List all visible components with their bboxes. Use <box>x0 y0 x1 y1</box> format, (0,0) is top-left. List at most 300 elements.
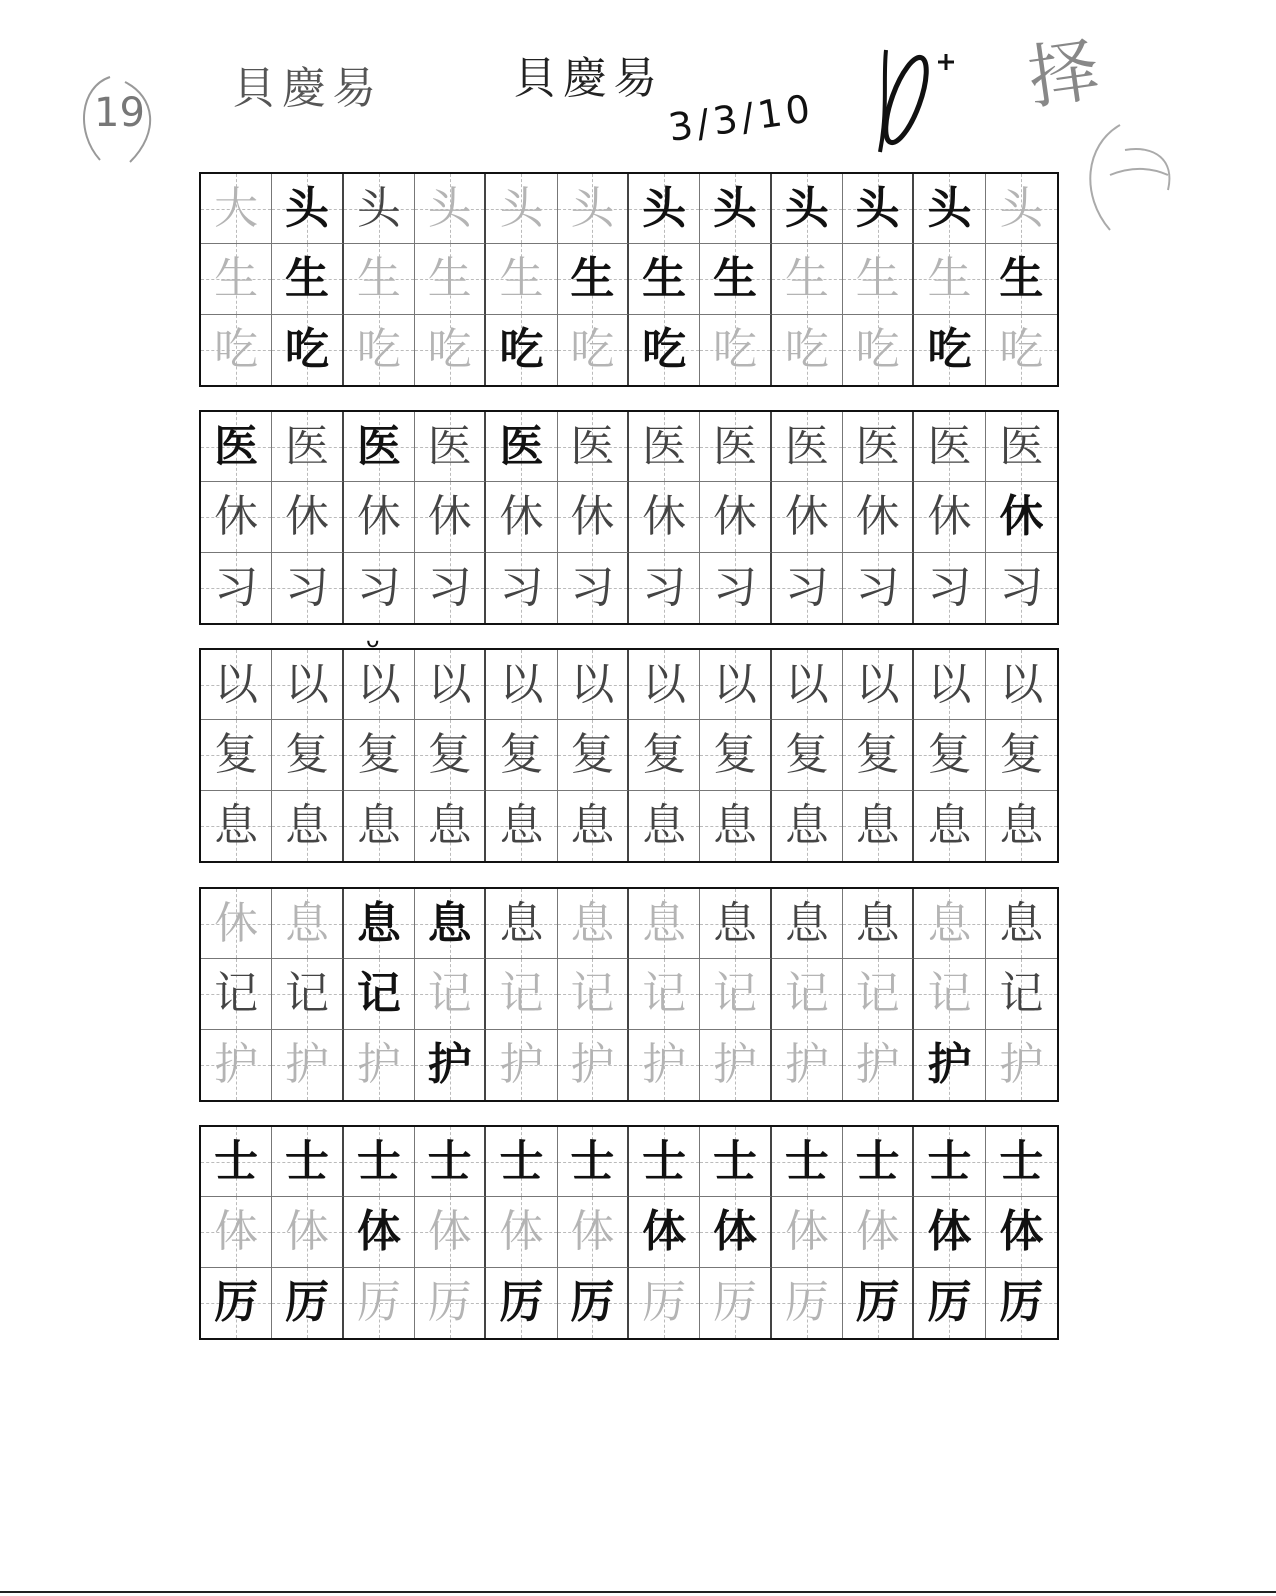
student-name-pen: 貝慶易 <box>513 53 663 104</box>
grid-cell <box>772 412 843 482</box>
grid-cell <box>201 244 272 314</box>
grid-cell <box>914 1127 985 1197</box>
grid-cell <box>344 1127 415 1197</box>
grid-cell <box>843 791 914 861</box>
grid-cell <box>914 1197 985 1267</box>
practice-character: 护 <box>999 1038 1044 1090</box>
practice-character: 休 <box>570 490 615 542</box>
practice-character: 以 <box>570 658 615 710</box>
grid-cell <box>486 412 557 482</box>
practice-character: 以 <box>999 658 1044 710</box>
grid-cell <box>772 791 843 861</box>
grid-cell <box>914 650 985 720</box>
grid-cell <box>272 412 343 482</box>
grid-cell <box>272 1197 343 1267</box>
grid-cell <box>415 1268 486 1338</box>
grid-cell <box>986 1030 1057 1100</box>
grid-cell <box>914 720 985 790</box>
practice-character: 士 <box>927 1135 972 1187</box>
grid-cell <box>986 959 1057 1029</box>
grid-cell <box>201 553 272 623</box>
practice-character: 息 <box>784 897 829 949</box>
practice-character: 息 <box>427 799 472 851</box>
grid-cell <box>914 412 985 482</box>
grid-cell <box>415 1197 486 1267</box>
grid-cell <box>272 959 343 1029</box>
practice-character: 护 <box>712 1038 757 1090</box>
grid-cell <box>344 1197 415 1267</box>
practice-character: 护 <box>855 1038 900 1090</box>
practice-character: 头 <box>927 182 972 234</box>
grid-cell <box>772 174 843 244</box>
grid-cell <box>415 1030 486 1100</box>
practice-character: 护 <box>499 1038 544 1090</box>
practice-character: 生 <box>784 252 829 304</box>
grid-cell <box>344 1030 415 1100</box>
grid-cell <box>201 174 272 244</box>
practice-character: 医 <box>427 420 472 472</box>
grid-cell <box>344 650 415 720</box>
grid-cell <box>700 1197 771 1267</box>
grid-cell <box>558 720 629 790</box>
practice-character: 厉 <box>499 1276 544 1328</box>
grid-cell <box>843 1268 914 1338</box>
grid-cell <box>272 1127 343 1197</box>
grid-cell <box>486 1030 557 1100</box>
grid-cell <box>201 1127 272 1197</box>
practice-character: 头 <box>356 182 401 234</box>
practice-character: 吃 <box>284 323 329 375</box>
practice-block-2 <box>199 410 1059 625</box>
grid-cell <box>986 315 1057 385</box>
practice-character: 以 <box>642 658 687 710</box>
grid-cell <box>700 720 771 790</box>
practice-character: 头 <box>855 182 900 234</box>
practice-character: 体 <box>427 1205 472 1257</box>
practice-character: 记 <box>214 967 259 1019</box>
practice-block-1 <box>199 172 1059 387</box>
practice-character: 生 <box>499 252 544 304</box>
grid-cell <box>272 791 343 861</box>
grid-cell <box>272 553 343 623</box>
grid-cell <box>486 482 557 552</box>
grid-cell <box>843 315 914 385</box>
corner-scribble <box>1080 105 1180 235</box>
grid-cell <box>843 1127 914 1197</box>
practice-character: 以 <box>427 658 472 710</box>
practice-character: 息 <box>927 897 972 949</box>
practice-block-4 <box>199 887 1059 1102</box>
grid-cell <box>700 482 771 552</box>
grid-cell <box>986 720 1057 790</box>
margin-number-circle <box>70 72 165 167</box>
practice-character: 休 <box>927 490 972 542</box>
practice-character: 以 <box>784 658 829 710</box>
practice-character: 护 <box>570 1038 615 1090</box>
practice-character: 厉 <box>855 1276 900 1328</box>
practice-character: 息 <box>284 799 329 851</box>
practice-character: 习 <box>356 561 401 613</box>
practice-character: 息 <box>712 799 757 851</box>
grid-cell <box>201 412 272 482</box>
practice-character: 厉 <box>927 1276 972 1328</box>
grid-cell <box>629 1268 700 1338</box>
grid-cell <box>201 959 272 1029</box>
practice-character: 体 <box>784 1205 829 1257</box>
grid-cell <box>772 1268 843 1338</box>
practice-character: 生 <box>570 252 615 304</box>
practice-character: 复 <box>427 728 472 780</box>
grid-cell <box>843 553 914 623</box>
grid-cell <box>558 553 629 623</box>
practice-character: 复 <box>570 728 615 780</box>
grid-cell <box>772 1127 843 1197</box>
practice-character: 吃 <box>927 323 972 375</box>
grid-cell <box>772 482 843 552</box>
practice-character: 休 <box>999 490 1044 542</box>
grid-cell <box>201 889 272 959</box>
practice-character: 休 <box>642 490 687 542</box>
grid-cell <box>558 959 629 1029</box>
practice-character: 生 <box>427 252 472 304</box>
grid-cell <box>344 720 415 790</box>
practice-character: 吃 <box>712 323 757 375</box>
practice-character: 息 <box>712 897 757 949</box>
grid-cell <box>486 1268 557 1338</box>
practice-character: 生 <box>855 252 900 304</box>
grid-cell <box>558 244 629 314</box>
student-name-pencil: 貝慶易 <box>232 63 382 114</box>
practice-character: 记 <box>427 967 472 1019</box>
practice-character: 生 <box>712 252 757 304</box>
grid-cell <box>914 553 985 623</box>
practice-character: 吃 <box>356 323 401 375</box>
grid-cell <box>914 244 985 314</box>
grid-cell <box>986 244 1057 314</box>
practice-character: 息 <box>570 799 615 851</box>
grid-cell <box>629 650 700 720</box>
practice-character: 士 <box>712 1135 757 1187</box>
grid-cell <box>986 174 1057 244</box>
grid-cell <box>344 244 415 314</box>
practice-character: 医 <box>712 420 757 472</box>
practice-character: 息 <box>855 897 900 949</box>
grade-mark <box>868 40 978 160</box>
practice-character: 厉 <box>784 1276 829 1328</box>
practice-character: 体 <box>999 1205 1044 1257</box>
practice-character: 记 <box>499 967 544 1019</box>
grid-cell <box>700 1268 771 1338</box>
grid-cell <box>629 482 700 552</box>
practice-character: 复 <box>284 728 329 780</box>
grid-cell <box>700 174 771 244</box>
grid-cell <box>558 482 629 552</box>
practice-character: 医 <box>855 420 900 472</box>
grid-cell <box>201 315 272 385</box>
grid-cell <box>558 1268 629 1338</box>
grid-cell <box>772 1197 843 1267</box>
grid-cell <box>772 1030 843 1100</box>
practice-character: 护 <box>214 1038 259 1090</box>
practice-character: 士 <box>570 1135 615 1187</box>
practice-character: 士 <box>427 1135 472 1187</box>
practice-character: 士 <box>784 1135 829 1187</box>
practice-character: 息 <box>356 897 401 949</box>
grid-cell <box>201 1268 272 1338</box>
grid-cell <box>986 650 1057 720</box>
practice-character: 护 <box>427 1038 472 1090</box>
practice-character: 士 <box>499 1135 544 1187</box>
practice-character: 生 <box>284 252 329 304</box>
grid-cell <box>772 244 843 314</box>
practice-character: 头 <box>427 182 472 234</box>
corner-character-mark: 择 <box>1023 28 1105 120</box>
practice-character: 记 <box>999 967 1044 1019</box>
practice-character: 以 <box>356 658 401 710</box>
practice-character: 医 <box>570 420 615 472</box>
grid-cell <box>201 791 272 861</box>
practice-character: 吃 <box>855 323 900 375</box>
practice-character: 休 <box>855 490 900 542</box>
practice-character: 头 <box>570 182 615 234</box>
practice-character: 息 <box>427 897 472 949</box>
grid-cell <box>772 720 843 790</box>
grid-cell <box>629 315 700 385</box>
grid-cell <box>986 791 1057 861</box>
grid-cell <box>843 720 914 790</box>
practice-character: 医 <box>284 420 329 472</box>
grid-cell <box>629 412 700 482</box>
grid-cell <box>986 889 1057 959</box>
grid-cell <box>558 791 629 861</box>
grid-cell <box>558 650 629 720</box>
grid-cell <box>843 889 914 959</box>
practice-character: 医 <box>927 420 972 472</box>
grid-cell <box>700 889 771 959</box>
grid-cell <box>558 1127 629 1197</box>
grid-cell <box>344 959 415 1029</box>
grid-cell <box>700 650 771 720</box>
practice-character: 以 <box>855 658 900 710</box>
practice-character: 休 <box>356 490 401 542</box>
practice-character: 头 <box>499 182 544 234</box>
grid-cell <box>415 720 486 790</box>
practice-character: 生 <box>642 252 687 304</box>
practice-character: 习 <box>214 561 259 613</box>
grid-cell <box>772 959 843 1029</box>
practice-character: 吃 <box>999 323 1044 375</box>
grid-cell <box>986 1268 1057 1338</box>
practice-character: 记 <box>855 967 900 1019</box>
practice-character: 习 <box>784 561 829 613</box>
grid-cell <box>415 959 486 1029</box>
grid-cell <box>201 1197 272 1267</box>
practice-character: 体 <box>927 1205 972 1257</box>
grid-cell <box>558 1197 629 1267</box>
grid-cell <box>486 553 557 623</box>
practice-character: 以 <box>927 658 972 710</box>
grid-cell <box>272 482 343 552</box>
grid-cell <box>914 791 985 861</box>
practice-character: 息 <box>499 799 544 851</box>
date-text: 3/3/10 <box>665 86 817 150</box>
practice-character: 头 <box>642 182 687 234</box>
grid-cell <box>486 315 557 385</box>
grid-cell <box>843 650 914 720</box>
practice-character: 记 <box>284 967 329 1019</box>
grid-cell <box>772 889 843 959</box>
grid-cell <box>629 889 700 959</box>
practice-character: 头 <box>784 182 829 234</box>
grid-cell <box>344 553 415 623</box>
practice-character: 吃 <box>427 323 472 375</box>
practice-character: 生 <box>999 252 1044 304</box>
margin-number-text: 19 <box>94 90 145 136</box>
grid-cell <box>558 315 629 385</box>
practice-character: 习 <box>927 561 972 613</box>
grid-cell <box>843 1030 914 1100</box>
grid-cell <box>843 482 914 552</box>
grid-cell <box>415 1127 486 1197</box>
grid-cell <box>629 174 700 244</box>
grid-cell <box>486 720 557 790</box>
practice-character: 医 <box>642 420 687 472</box>
grid-cell <box>914 482 985 552</box>
grid-cell <box>415 244 486 314</box>
grid-cell <box>629 1030 700 1100</box>
practice-character: 复 <box>712 728 757 780</box>
practice-character: 息 <box>214 799 259 851</box>
practice-character: 休 <box>214 897 259 949</box>
practice-character: 头 <box>999 182 1044 234</box>
grid-cell <box>772 315 843 385</box>
grid-cell <box>629 959 700 1029</box>
practice-character: 护 <box>284 1038 329 1090</box>
grid-cell <box>914 959 985 1029</box>
grid-cell <box>843 174 914 244</box>
practice-character: 以 <box>499 658 544 710</box>
grid-cell <box>486 244 557 314</box>
practice-character: 息 <box>570 897 615 949</box>
practice-character: 医 <box>784 420 829 472</box>
grid-cell <box>914 174 985 244</box>
practice-character: 复 <box>927 728 972 780</box>
practice-character: 习 <box>570 561 615 613</box>
grid-cell <box>415 889 486 959</box>
practice-character: 复 <box>356 728 401 780</box>
grid-cell <box>558 1030 629 1100</box>
grid-cell <box>629 791 700 861</box>
practice-character: 息 <box>499 897 544 949</box>
practice-character: 体 <box>570 1205 615 1257</box>
grid-cell <box>558 412 629 482</box>
grid-cell <box>986 1197 1057 1267</box>
practice-character: 厉 <box>642 1276 687 1328</box>
practice-character: 医 <box>356 420 401 472</box>
practice-character: 体 <box>642 1205 687 1257</box>
practice-character: 生 <box>927 252 972 304</box>
grid-cell <box>201 482 272 552</box>
practice-character: 习 <box>427 561 472 613</box>
practice-character: 体 <box>855 1205 900 1257</box>
grid-cell <box>700 1127 771 1197</box>
practice-character: 息 <box>999 897 1044 949</box>
grid-cell <box>772 650 843 720</box>
practice-character: 厉 <box>214 1276 259 1328</box>
practice-character: 大 <box>214 182 259 234</box>
grid-cell <box>914 889 985 959</box>
practice-character: 士 <box>356 1135 401 1187</box>
practice-character: 息 <box>784 799 829 851</box>
practice-character: 息 <box>642 897 687 949</box>
grid-cell <box>486 650 557 720</box>
practice-character: 记 <box>784 967 829 1019</box>
grid-cell <box>558 174 629 244</box>
practice-character: 头 <box>284 182 329 234</box>
grid-cell <box>486 1127 557 1197</box>
practice-character: 习 <box>642 561 687 613</box>
grid-cell <box>344 315 415 385</box>
practice-character: 吃 <box>499 323 544 375</box>
grid-cell <box>344 1268 415 1338</box>
practice-character: 护 <box>642 1038 687 1090</box>
grid-cell <box>272 244 343 314</box>
practice-character: 记 <box>642 967 687 1019</box>
grid-cell <box>415 412 486 482</box>
practice-character: 厉 <box>427 1276 472 1328</box>
practice-character: 记 <box>712 967 757 1019</box>
practice-character: 复 <box>642 728 687 780</box>
grid-cell <box>914 1030 985 1100</box>
practice-character: 吃 <box>784 323 829 375</box>
practice-character: 以 <box>712 658 757 710</box>
grid-cell <box>558 889 629 959</box>
practice-character: 习 <box>999 561 1044 613</box>
practice-character: 生 <box>356 252 401 304</box>
practice-character: 习 <box>499 561 544 613</box>
practice-character: 厉 <box>284 1276 329 1328</box>
practice-character: 厉 <box>356 1276 401 1328</box>
grid-cell <box>700 315 771 385</box>
practice-character: 士 <box>999 1135 1044 1187</box>
practice-character: 休 <box>784 490 829 542</box>
grid-cell <box>629 720 700 790</box>
grid-cell <box>700 553 771 623</box>
grid-cell <box>843 959 914 1029</box>
grid-cell <box>486 889 557 959</box>
grid-cell <box>843 412 914 482</box>
practice-character: 士 <box>642 1135 687 1187</box>
grid-cell <box>272 889 343 959</box>
grid-cell <box>629 1197 700 1267</box>
practice-character: 厉 <box>712 1276 757 1328</box>
grid-cell <box>700 244 771 314</box>
grid-cell <box>344 482 415 552</box>
grid-cell <box>914 315 985 385</box>
practice-character: 休 <box>284 490 329 542</box>
grid-cell <box>415 553 486 623</box>
practice-character: 记 <box>927 967 972 1019</box>
grid-cell <box>986 482 1057 552</box>
practice-character: 体 <box>712 1205 757 1257</box>
practice-character: 复 <box>855 728 900 780</box>
ink-mark: ᴗ <box>366 628 380 653</box>
grid-cell <box>700 1030 771 1100</box>
grid-cell <box>344 412 415 482</box>
grid-cell <box>486 174 557 244</box>
grade-a-plus-icon <box>868 40 978 160</box>
grid-cell <box>201 720 272 790</box>
